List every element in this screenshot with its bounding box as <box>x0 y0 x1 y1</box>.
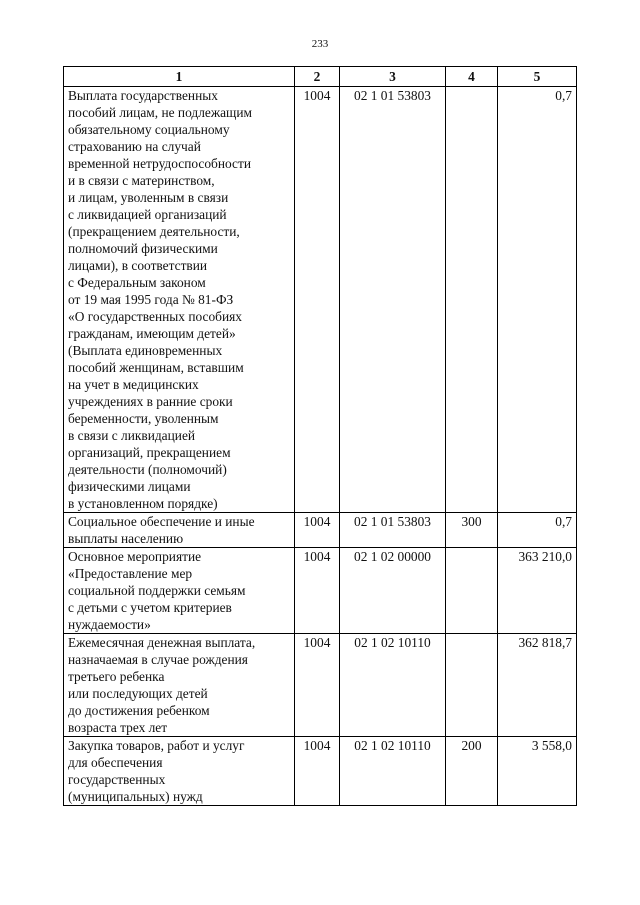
target-code-cell: 02 1 02 00000 <box>340 548 446 634</box>
row-name-line: пособий лицам, не подлежащим <box>68 105 252 120</box>
row-name-line: (муниципальных) нужд <box>68 789 203 804</box>
row-name-line: и в связи с материнством, <box>68 173 215 188</box>
row-name-line: с детьми с учетом критериев <box>68 600 232 615</box>
section-code-cell: 1004 <box>295 634 340 737</box>
row-name-line: и лицам, уволенным в связи <box>68 190 229 205</box>
budget-table <box>63 66 577 806</box>
row-name-line: полномочий физическими <box>68 241 218 256</box>
target-code-cell: 02 1 01 53803 <box>340 513 446 548</box>
amount-cell: 0,7 <box>498 513 577 548</box>
row-name-line: с Федеральным законом <box>68 275 206 290</box>
row-name-line: (Выплата единовременных <box>68 343 223 358</box>
row-name-line: Основное мероприятие <box>68 549 202 564</box>
row-name-line: до достижения ребенком <box>68 703 210 718</box>
row-name-line: гражданам, имеющим детей» <box>68 326 236 341</box>
column-header-5: 5 <box>498 67 577 87</box>
row-name-line: пособий женщинам, вставшим <box>68 360 244 375</box>
row-name-line: социальной поддержки семьям <box>68 583 246 598</box>
target-code-cell: 02 1 01 53803 <box>340 87 446 513</box>
row-name-line: нуждаемости» <box>68 617 151 632</box>
row-name-line: возраста трех лет <box>68 720 168 735</box>
expense-type-cell <box>446 87 498 513</box>
row-name-line: обязательному социальному <box>68 122 230 137</box>
row-name-line: в установленном порядке) <box>68 496 218 511</box>
row-name-line: назначаемая в случае рождения <box>68 652 248 667</box>
row-name-line: государственных <box>68 772 166 787</box>
section-code-cell: 1004 <box>295 513 340 548</box>
row-name-line: на учет в медицинских <box>68 377 199 392</box>
row-name-cell <box>64 737 295 806</box>
row-name-line: Ежемесячная денежная выплата, <box>68 635 256 650</box>
header-row <box>64 67 577 87</box>
amount-cell: 363 210,0 <box>498 548 577 634</box>
row-name-line: учреждениях в ранние сроки <box>68 394 233 409</box>
target-code-cell: 02 1 02 10110 <box>340 634 446 737</box>
row-name-line: временной нетрудоспособности <box>68 156 252 171</box>
row-name-line: третьего ребенка <box>68 669 165 684</box>
table-row <box>64 737 577 806</box>
table-row <box>64 513 577 548</box>
expense-type-cell: 200 <box>446 737 498 806</box>
row-name-line: в связи с ликвидацией <box>68 428 196 443</box>
section-code-cell: 1004 <box>295 737 340 806</box>
row-name-line: физическими лицами <box>68 479 191 494</box>
expense-type-cell <box>446 634 498 737</box>
row-name-line: или последующих детей <box>68 686 208 701</box>
column-header-2: 2 <box>295 67 340 87</box>
target-code-cell: 02 1 02 10110 <box>340 737 446 806</box>
amount-cell: 362 818,7 <box>498 634 577 737</box>
column-header-3: 3 <box>340 67 446 87</box>
row-name-line: от 19 мая 1995 года № 81-ФЗ <box>68 292 234 307</box>
column-header-4: 4 <box>446 67 498 87</box>
row-name-line: Социальное обеспечение и иные <box>68 514 255 529</box>
row-name-line: (прекращением деятельности, <box>68 224 240 239</box>
amount-cell: 3 558,0 <box>498 737 577 806</box>
row-name-line: Закупка товаров, работ и услуг <box>68 738 245 753</box>
row-name-cell <box>64 634 295 737</box>
row-name-line: выплаты населению <box>68 531 184 546</box>
row-name-line: Выплата государственных <box>68 88 218 103</box>
row-name-line: «О государственных пособиях <box>68 309 242 324</box>
row-name-cell <box>64 513 295 548</box>
column-header-1: 1 <box>64 67 295 87</box>
row-name-line: беременности, уволенным <box>68 411 219 426</box>
expense-type-cell: 300 <box>446 513 498 548</box>
amount-cell: 0,7 <box>498 87 577 513</box>
table-row <box>64 548 577 634</box>
section-code-cell: 1004 <box>295 87 340 513</box>
row-name-cell <box>64 87 295 513</box>
row-name-cell <box>64 548 295 634</box>
row-name-line: для обеспечения <box>68 755 163 770</box>
row-name-line: с ликвидацией организаций <box>68 207 227 222</box>
table-row <box>64 87 577 513</box>
row-name-line: страхованию на случай <box>68 139 201 154</box>
table-row <box>64 634 577 737</box>
section-code-cell: 1004 <box>295 548 340 634</box>
row-name-line: деятельности (полномочий) <box>68 462 227 477</box>
row-name-line: «Предоставление мер <box>68 566 193 581</box>
page-number: 233 <box>311 38 329 50</box>
table-body <box>64 87 577 806</box>
row-name-line: организаций, прекращением <box>68 445 231 460</box>
row-name-line: лицами), в соответствии <box>68 258 208 273</box>
expense-type-cell <box>446 548 498 634</box>
